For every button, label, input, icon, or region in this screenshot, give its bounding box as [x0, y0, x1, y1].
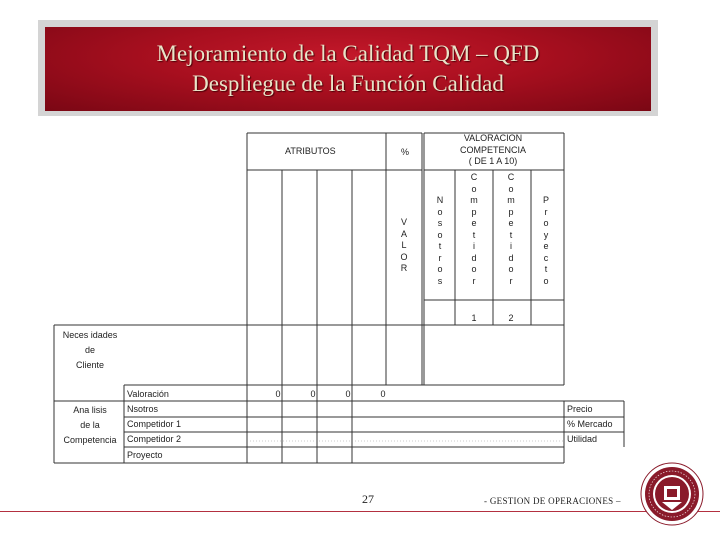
letter: o [471, 264, 477, 274]
letter: m [507, 195, 515, 205]
letter: m [470, 195, 478, 205]
right-label-mercado: % Mercado [567, 419, 613, 429]
label-line: de [84, 345, 95, 355]
nosotros-vertical-label [434, 195, 446, 287]
right-label-utilidad: Utilidad [567, 434, 598, 444]
label-line: Ana lisis [73, 405, 107, 415]
letter: p [471, 206, 477, 217]
letter: o [508, 264, 514, 274]
row-label-competidor-2: Competidor 2 [127, 434, 182, 444]
analisis-competencia-label [55, 403, 125, 448]
letter: o [543, 275, 549, 286]
letter: d [508, 252, 514, 263]
letter: s [437, 275, 443, 286]
letter: t [438, 241, 442, 251]
header-atributos: ATRIBUTOS [285, 146, 336, 156]
proyecto-vertical-label [540, 195, 552, 287]
right-label-precio: Precio [567, 404, 593, 414]
label-line: Cliente [75, 360, 104, 370]
competidor-1-number: 1 [471, 313, 477, 323]
letter: o [437, 206, 443, 217]
letter: i [473, 241, 475, 251]
letter: e [471, 218, 477, 228]
letter: o [437, 229, 443, 240]
valor-vertical-label [398, 217, 410, 275]
letter: d [471, 252, 477, 263]
letter: r [509, 275, 513, 286]
letter: C [470, 172, 478, 182]
valoracion-label: Valoración [127, 389, 169, 399]
header-valoracion [448, 133, 538, 168]
letter: y [543, 229, 549, 240]
competidor-2-number: 2 [508, 313, 514, 323]
letter: o [543, 218, 549, 228]
letter: c [543, 252, 549, 263]
row-label-proyecto: Proyecto [127, 450, 163, 460]
letter: r [438, 252, 442, 263]
letter: o [471, 183, 477, 194]
valoracion-value: 0 [380, 389, 386, 399]
letter: r [472, 275, 476, 286]
title-line-2: Despliegue de la Función Calidad [192, 71, 504, 96]
row-label-competidor-1: Competidor 1 [127, 419, 182, 429]
footer-text: - GESTION DE OPERACIONES – [484, 496, 621, 506]
header-percent: % [401, 147, 410, 157]
letter: R [400, 263, 408, 273]
letter: P [542, 195, 549, 205]
letter: V [400, 217, 407, 227]
title-line-1: Mejoramiento de la Calidad TQM – QFD [156, 41, 540, 66]
valoracion-value: 0 [275, 389, 281, 399]
letter: p [508, 206, 514, 217]
competidor-1-vertical-label [468, 172, 480, 287]
letter: L [401, 240, 407, 250]
university-seal-logo [640, 462, 704, 526]
header-valoracion-line: ( DE 1 A 10) [468, 156, 518, 166]
page-number: 27 [362, 492, 374, 506]
letter: A [400, 228, 407, 239]
label-line: Neces idades [62, 330, 118, 340]
competidor-2-vertical-label [505, 172, 517, 287]
letter: i [510, 241, 512, 251]
footer-divider [0, 511, 720, 512]
label-line: Competencia [63, 435, 117, 445]
valoracion-value: 0 [345, 389, 351, 399]
letter: t [472, 229, 476, 240]
letter: o [508, 183, 514, 194]
header-valoracion-line: VALORACION [463, 133, 523, 143]
necesidades-cliente-label [55, 328, 125, 373]
letter: e [543, 241, 549, 251]
label-line: de la [80, 420, 100, 430]
letter: C [507, 172, 515, 182]
letter: t [544, 264, 548, 274]
letter: t [509, 229, 513, 240]
row-label-nosotros: Nsotros [127, 404, 159, 414]
letter: N [436, 195, 444, 205]
header-valoracion-line: COMPETENCIA [459, 144, 526, 155]
letter: e [508, 218, 514, 228]
valoracion-value: 0 [310, 389, 316, 399]
letter: o [437, 264, 443, 274]
letter: r [544, 206, 548, 217]
letter: s [437, 218, 443, 228]
letter: O [400, 251, 408, 262]
